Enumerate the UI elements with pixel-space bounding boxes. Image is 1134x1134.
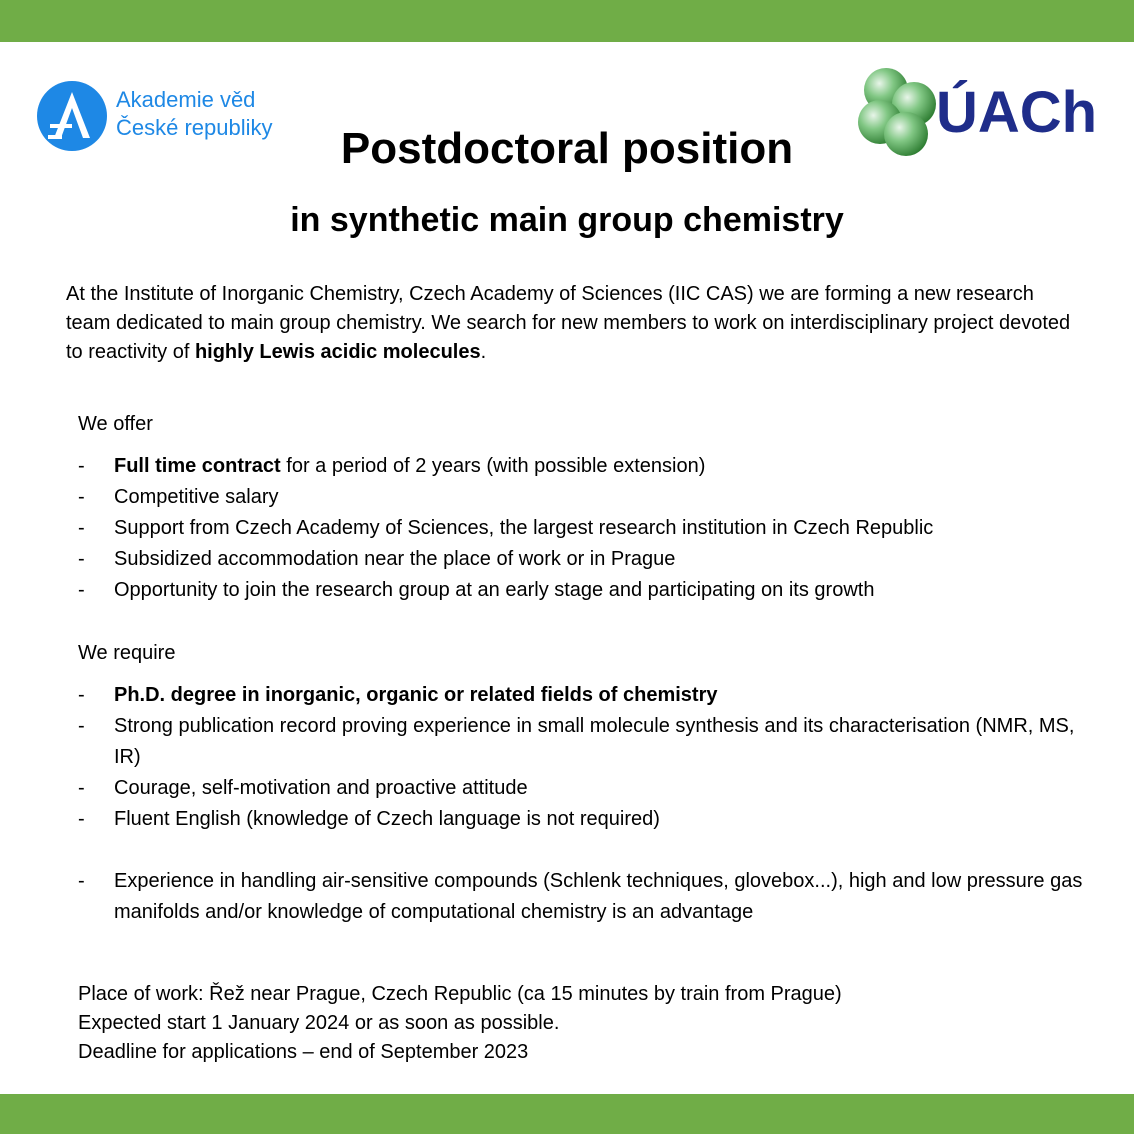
- list-item: [78, 680, 1088, 711]
- position-details: [78, 980, 1078, 1067]
- list-item-text: Opportunity to join the research group at an early stage and participating on its growth: [114, 579, 875, 601]
- application-deadline: Deadline for applications – end of September 2023: [78, 1041, 529, 1063]
- list-item-bold: Full time contract: [114, 455, 281, 477]
- place-of-work: Place of work: Řež near Prague, Czech Republic (ca 15 minutes by train from Prague): [78, 983, 842, 1005]
- require-list: [78, 680, 1088, 928]
- list-item-text: Competitive salary: [114, 486, 279, 508]
- require-heading: We require: [78, 642, 176, 664]
- list-item: [78, 482, 1088, 513]
- list-item: [78, 544, 1088, 575]
- academy-name-line2: České republiky: [116, 115, 273, 140]
- list-item-text: for a period of 2 years (with possible extension): [280, 455, 706, 477]
- intro-text: At the Institute of Inorganic Chemistry, Czech Academy of Sciences (IIC CAS) we are forming a new research team dedicated to main group chemistry. We search for new members to work on interdisciplinary project devoted to reactivity of: [66, 283, 1071, 363]
- list-dash: -: [78, 579, 85, 601]
- academy-name-line1: Akademie věd: [116, 87, 256, 112]
- page-title: Postdoctoral position: [340, 124, 794, 173]
- list-dash: -: [78, 684, 85, 706]
- list-dash: -: [78, 870, 85, 892]
- list-item: [78, 513, 1088, 544]
- page-subtitle: in synthetic main group chemistry: [290, 201, 844, 239]
- list-dash: -: [78, 808, 85, 830]
- top-green-band: [0, 0, 1134, 42]
- intro-bold: highly Lewis acidic molecules: [194, 341, 481, 363]
- list-item-bold: Ph.D. degree in inorganic, organic or related fields of chemistry: [114, 684, 718, 706]
- list-dash: -: [78, 517, 85, 539]
- bottom-green-band: [0, 1094, 1134, 1134]
- list-dash: -: [78, 777, 85, 799]
- list-item: [78, 575, 1088, 606]
- list-dash: -: [78, 486, 85, 508]
- list-dash: -: [78, 715, 85, 737]
- list-item: [78, 451, 1088, 482]
- offer-list: [78, 451, 1088, 606]
- list-dash: -: [78, 455, 85, 477]
- list-item: [78, 866, 1088, 928]
- list-item: [78, 711, 1088, 773]
- list-item-text: Support from Czech Academy of Sciences, the largest research institution in Czech Republic: [114, 517, 934, 539]
- list-item: [78, 773, 1088, 804]
- list-item-text: Subsidized accommodation near the place of work or in Prague: [114, 548, 676, 570]
- list-item-text: Experience in handling air-sensitive compounds (Schlenk techniques, glovebox...), high and low pressure gas manifolds and/or knowledge of computational chemistry is an advantage: [114, 870, 1083, 923]
- offer-heading: We offer: [78, 413, 153, 435]
- uach-wordmark: ÚACh: [936, 80, 1098, 145]
- list-item-text: Courage, self-motivation and proactive attitude: [114, 777, 528, 799]
- list-item-text: Strong publication record proving experience in small molecule synthesis and its characterisation (NMR, MS, IR): [114, 715, 1075, 768]
- list-item: [78, 804, 1088, 835]
- expected-start: Expected start 1 January 2024 or as soon as possible.: [78, 1012, 560, 1034]
- intro-end: .: [480, 341, 487, 363]
- intro-paragraph: [66, 280, 1076, 367]
- list-item-text: Fluent English (knowledge of Czech language is not required): [114, 808, 660, 830]
- list-dash: -: [78, 548, 85, 570]
